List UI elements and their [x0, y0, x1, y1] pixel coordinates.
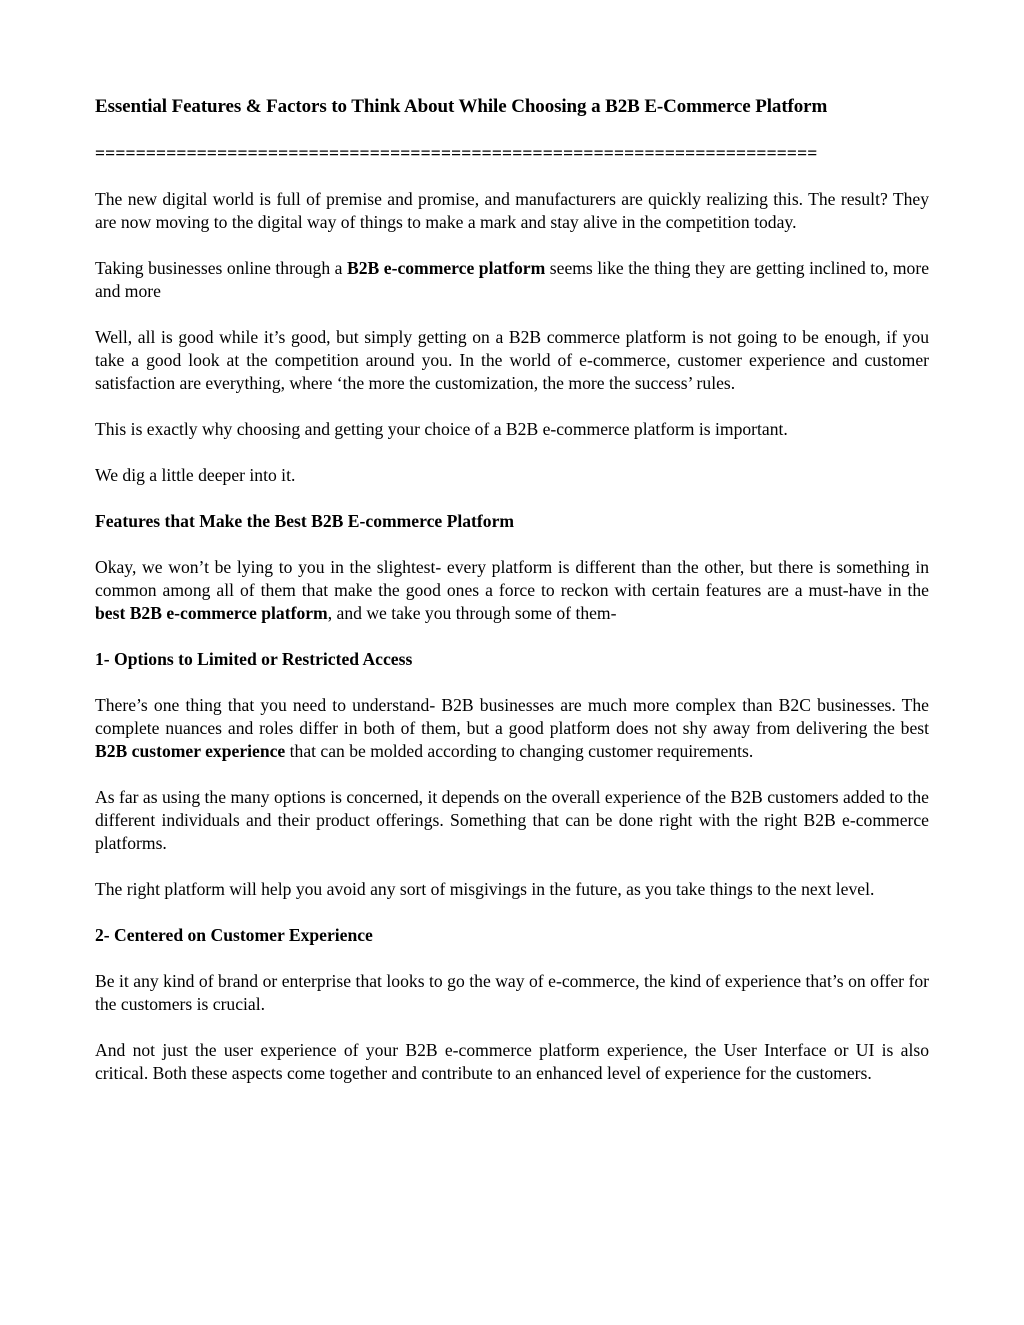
bold-term: B2B e-commerce platform — [347, 258, 546, 278]
paragraph-right-platform: The right platform will help you avoid any sort of misgivings in the future, as you take things to the next level. — [95, 879, 875, 899]
paragraph-options: As far as using the many options is concerned, it depends on the overall experience of the B2B customers added to the different individuals and their product offerings. Something that can be done right with the right B2B e-commerce platforms. — [95, 787, 929, 853]
bold-term: best B2B e-commerce platform — [95, 603, 328, 623]
bold-term: B2B customer experience — [95, 741, 286, 761]
section-heading-experience: 2- Centered on Customer Experience — [95, 925, 373, 945]
paragraph-text: Okay, we won’t be lying to you in the slightest- every platform is different than the other, but there is something in common among all of them that make the good ones a force to reckon with certain features are a must-have in the — [95, 557, 929, 600]
document-page — [95, 95, 929, 1108]
paragraph-dig-deeper: We dig a little deeper into it. — [95, 465, 296, 485]
paragraph-ui: And not just the user experience of your B2B e-commerce platform experience, the User Interface or UI is also critical. Both these aspects come together and contribute to an enhanced level of experience for the customers. — [95, 1040, 929, 1083]
paragraph-text: , and we take you through some of them- — [327, 603, 617, 623]
paragraph-text: There’s one thing that you need to understand- B2B businesses are much more complex than B2C businesses. The complete nuances and roles differ in both of them, but a good platform does not shy away from delivering the best — [95, 695, 929, 738]
section-heading-access: 1- Options to Limited or Restricted Access — [95, 649, 413, 669]
document-title: Essential Features & Factors to Think About While Choosing a B2B E-Commerce Platform — [95, 96, 828, 117]
paragraph-text: seems like the thing they are getting inclined to, more and more — [95, 258, 930, 301]
paragraph-text: Taking businesses online through a — [95, 258, 347, 278]
paragraph-choice: This is exactly why choosing and getting your choice of a B2B e-commerce platform is important. — [95, 419, 788, 439]
paragraph-brand: Be it any kind of brand or enterprise that looks to go the way of e-commerce, the kind of experience that’s on offer for the customers is crucial. — [95, 971, 929, 1014]
paragraph-features — [95, 556, 929, 625]
paragraph-complexity — [95, 694, 929, 763]
paragraph-intro: The new digital world is full of premise and promise, and manufacturers are quickly realizing this. The result? They are now moving to the digital way of things to make a mark and stay alive in the competition today. — [95, 189, 929, 232]
paragraph-text: that can be molded according to changing customer requirements. — [285, 741, 754, 761]
paragraph-online — [95, 257, 929, 303]
section-heading-features: Features that Make the Best B2B E-commerce Platform — [95, 511, 515, 531]
paragraph-competition: Well, all is good while it’s good, but simply getting on a B2B commerce platform is not going to be enough, if you take a good look at the competition around you. In the world of e-commerce, customer experience and customer satisfaction are everything, where ‘the more the customization, the more the success’ rules. — [95, 327, 929, 393]
title-separator: ======================================================================= — [95, 143, 818, 163]
